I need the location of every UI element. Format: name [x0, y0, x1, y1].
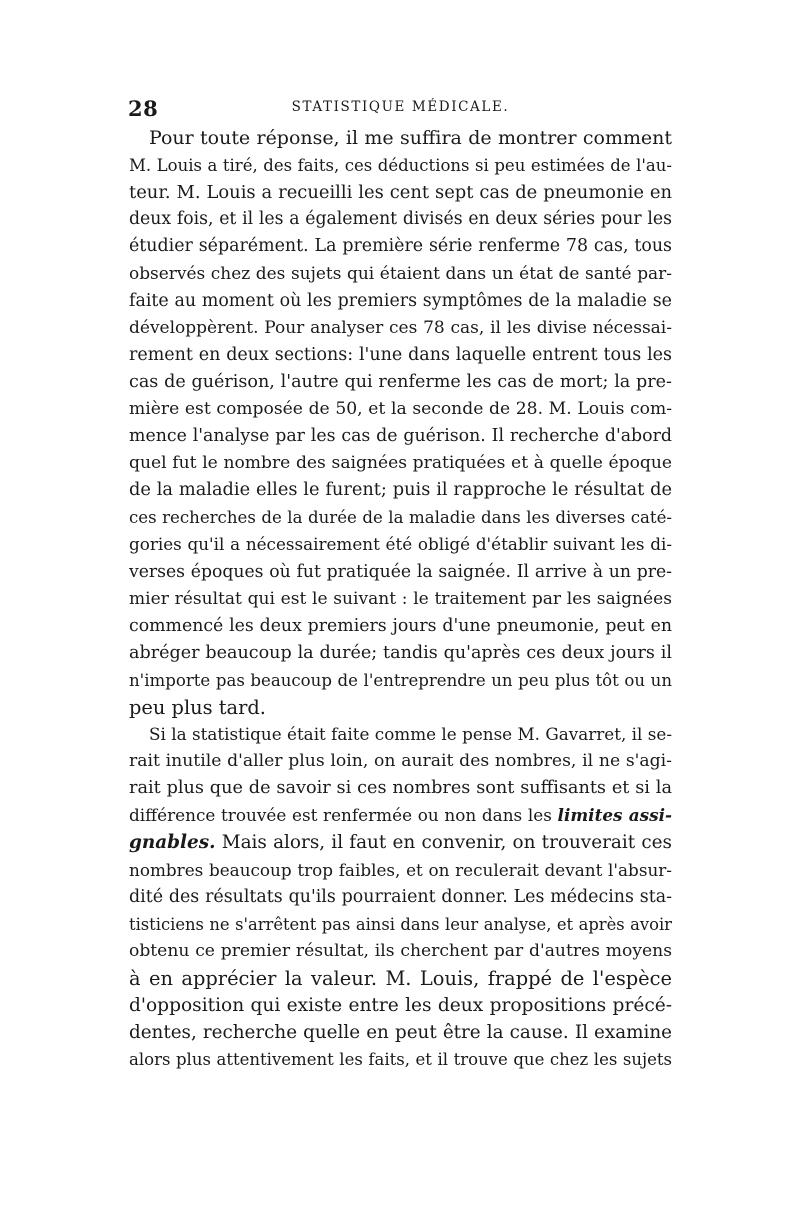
text-line: [129, 694, 672, 721]
line-text: dité des résultats qu'ils pourraient donner. Les médecins sta-: [129, 886, 672, 907]
line-text: commencé les deux premiers jours d'une pneumonie, peut en: [129, 615, 672, 636]
line-text: d'opposition qui existe entre les deux propositions précé-: [129, 995, 672, 1016]
text-line: [129, 477, 672, 504]
text-line: [129, 315, 672, 342]
line-text: Mais alors, il faut en convenir, on trouverait ces: [215, 832, 672, 854]
line-text: quel fut le nombre des saignées pratiquées et à quelle époque: [129, 453, 672, 474]
text-line: [129, 938, 672, 965]
text-line: [129, 152, 672, 179]
text-line: [129, 911, 672, 938]
line-text: peu plus tard.: [129, 695, 266, 719]
text-line: [129, 640, 672, 667]
italic-phrase: limites assi-: [557, 805, 672, 826]
text-line: [129, 233, 672, 260]
line-text: rait inutile d'aller plus loin, on aurait des nombres, il ne s'agi-: [129, 751, 672, 772]
text-line: [129, 342, 672, 369]
text-line: [129, 450, 672, 477]
line-text: nombres beaucoup trop faibles, et on reculerait devant l'absur-: [129, 859, 672, 880]
line-text: teur. M. Louis a recueilli les cent sept cas de pneumonie en: [129, 182, 672, 204]
line-text: étudier séparément. La première série renferme 78 cas, tous: [129, 236, 672, 257]
italic-phrase: gnables.: [129, 832, 216, 854]
line-text: Si la statistique était faite comme le pense M. Gavarret, il se-: [149, 724, 672, 745]
line-text: Pour toute réponse, il me suffira de montrer comment: [149, 127, 672, 149]
body-text: [129, 125, 672, 1073]
line-text: abréger beaucoup la durée; tandis qu'après ces deux jours il: [129, 642, 672, 663]
line-text: n'importe pas beaucoup de l'entreprendre un peu plus tôt ou un: [129, 670, 672, 690]
line-text: de la maladie elles le furent; puis il rapproche le résultat de: [129, 480, 672, 501]
text-line: [129, 992, 672, 1019]
page-number: 28: [128, 96, 159, 121]
text-line: [129, 531, 672, 558]
page-header: [128, 96, 673, 122]
line-text: à en apprécier la valeur. M. Louis, frappé de l'espèce: [129, 966, 672, 990]
line-text: tisticiens ne s'arrêtent pas ainsi dans leur analyse, et après avoir: [129, 914, 672, 934]
text-line: [129, 288, 672, 315]
line-text: alors plus attentivement les faits, et il trouve que chez les sujets: [129, 1050, 672, 1070]
line-text: cas de guérison, l'autre qui renferme les cas de mort; la pre-: [129, 371, 672, 392]
text-line: [129, 667, 672, 694]
line-text: développèrent. Pour analyser ces 78 cas, il les divise nécessai-: [129, 317, 672, 338]
line-text: rait plus que de savoir si ces nombres sont suffisants et si la: [129, 778, 672, 799]
line-text: M. Louis a tiré, des faits, ces déductions si peu estimées de l'au-: [129, 156, 672, 176]
line-text: faite au moment où les premiers symptômes de la maladie se: [129, 290, 672, 311]
text-line: [129, 396, 672, 423]
line-text: deux fois, et il les a également divisés en deux séries pour les: [129, 209, 672, 230]
line-text: rement en deux sections: l'une dans laquelle entrent tous les: [129, 344, 672, 365]
text-line: [129, 721, 672, 748]
line-text: verses époques où fut pratiquée la saignée. Il arrive à un pre-: [129, 561, 672, 582]
text-line: [129, 369, 672, 396]
text-line: [129, 559, 672, 586]
line-text: mier résultat qui est le suivant : le traitement par les saignées: [129, 588, 672, 609]
text-line: [129, 260, 672, 287]
text-line: [129, 748, 672, 775]
text-line: [129, 586, 672, 613]
running-head: STATISTIQUE MÉDICALE.: [291, 99, 510, 115]
text-line: [129, 965, 672, 992]
text-line: [129, 802, 672, 829]
text-line: [129, 829, 672, 856]
text-line: [129, 504, 672, 531]
text-line: [129, 179, 672, 206]
text-line: [129, 857, 672, 884]
line-text: gories qu'il a nécessairement été obligé d'établir suivant les di-: [129, 534, 672, 555]
line-text: dentes, recherche quelle en peut être la cause. Il examine: [129, 1022, 672, 1044]
line-text: mière est composée de 50, et la seconde de 28. M. Louis com-: [129, 398, 672, 419]
line-text: mence l'analyse par les cas de guérison. Il recherche d'abord: [129, 426, 672, 447]
text-line: [129, 1019, 672, 1046]
text-line: [129, 206, 672, 233]
text-line: [129, 613, 672, 640]
line-text: obtenu ce premier résultat, ils cherchent par d'autres moyens: [129, 940, 672, 961]
line-text: observés chez des sujets qui étaient dans un état de santé par-: [129, 263, 672, 284]
text-line: [129, 423, 672, 450]
line-text: différence trouvée est renfermée ou non dans les: [129, 805, 558, 826]
line-text: ces recherches de la durée de la maladie dans les diverses caté-: [129, 508, 672, 528]
text-line: [129, 884, 672, 911]
text-line: [129, 1046, 672, 1073]
text-line: [129, 125, 672, 152]
text-line: [129, 775, 672, 802]
